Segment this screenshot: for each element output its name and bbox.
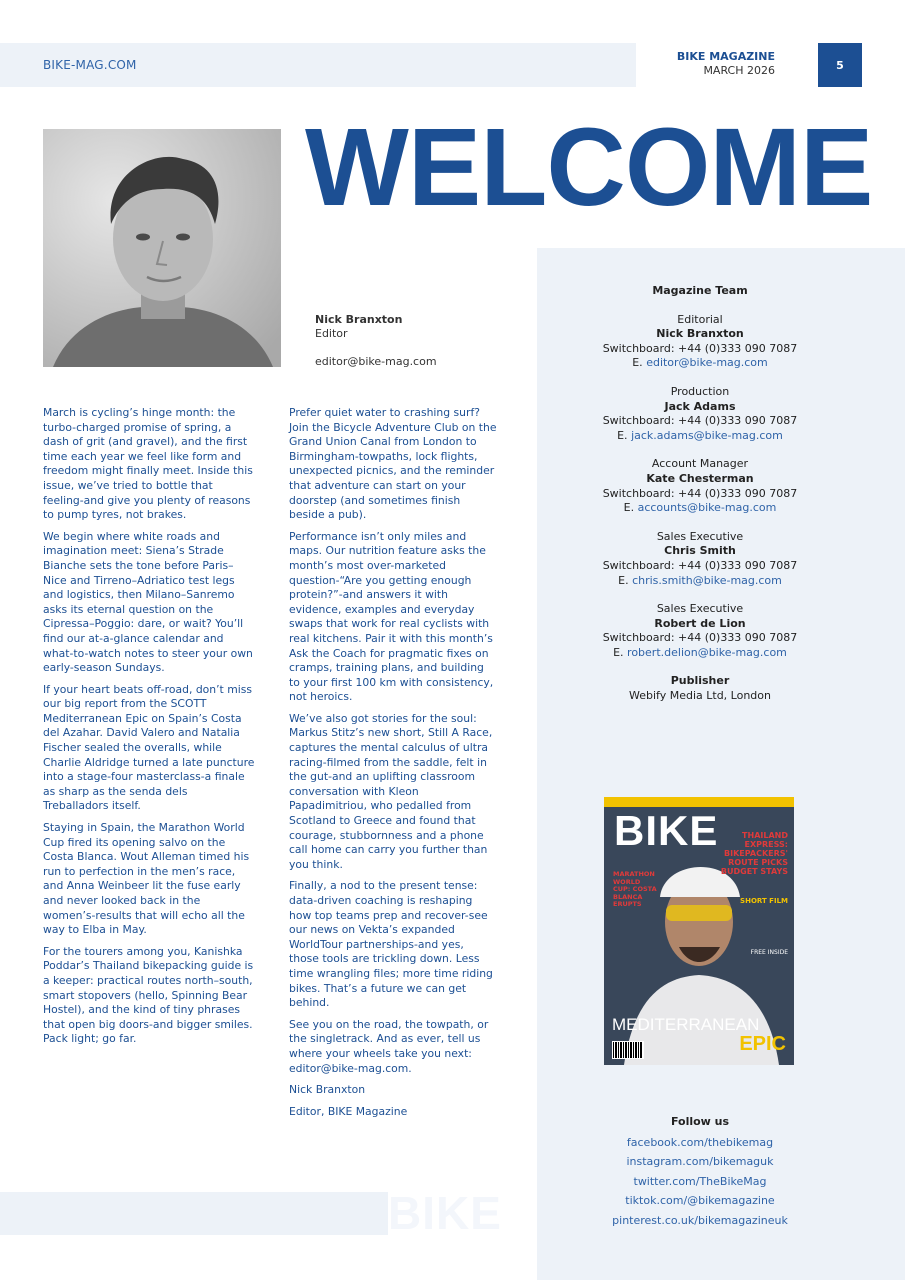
article-column-2 [289, 406, 497, 1126]
magazine-name: BIKE MAGAZINE [676, 50, 775, 63]
cover-headline-right: THAILAND EXPRESS: BIKEPACKERS' ROUTE PICKS BUDGET STAYS [720, 831, 788, 876]
paragraph: We’ve also got stories for the soul: Markus Stitz’s new short, Still A Race, captures the mental calculus of ultra racing-filmed from the saddle, felt in the gut-and an uplifting classroom conversation with Kleon Papadimitriou, who pedalled from Scotland to Greece and found that courage, stubbornness and a phone call home can carry you further than you think. [289, 711, 493, 871]
paragraph: Staying in Spain, the Marathon World Cup fired its opening salvo on the Costa Blanca. Wout Alleman timed his run to perfection in the men’s race, and Anna Weinbeer lit the fuse early and never looked back in the women’s-results that will echo all the way to Elba in May. [43, 821, 250, 937]
social-links [537, 1112, 863, 1230]
paragraph: We begin where white roads and imagination meet: Siena’s Strade Bianche sets the tone before Paris–Nice and Tirreno–Adriatico test legs and logistics, then Milano–Sanremo asks its eternal question on the Cipressa–Poggio: dare, or wait? You’ll find our at-a-glance calendar and what-to-watch notes to steer your own early-season Sundays. [43, 529, 253, 675]
paragraph: March is cycling’s hinge month: the turbo-charged promise of spring, a dash of grit (and gravel), and the first time each year we feel like form and freedom might finally meet. Inside this issue, we’ve tried to bottle that feeling-and give you plenty of reasons to pump tyres, not brakes. [43, 406, 253, 522]
footer-band [0, 1192, 388, 1235]
member-email[interactable]: robert.delion@bike-mag.com [627, 645, 787, 659]
member-phone: Switchboard: +44 (0)333 090 7087 [602, 486, 798, 500]
editor-role: Editor [315, 327, 348, 340]
magazine-cover[interactable] [604, 797, 794, 1065]
cover-epic: EPIC [739, 1033, 786, 1055]
publisher [537, 674, 863, 703]
member-name: Robert de Lion [654, 616, 746, 630]
paragraph: Prefer quiet water to crashing surf? Join the Bicycle Adventure Club on the Grand Union Canal from London to Birmingham-towpaths, lock flights, unexpected picnics, and the reminder that adventure can start on your doorstep (and sometimes finish beside a pub). [289, 406, 497, 522]
cover-free-inside: FREE INSIDE [750, 949, 788, 956]
member-name: Jack Adams [664, 399, 736, 413]
site-url[interactable]: BIKE-MAG.COM [43, 58, 137, 72]
team-member [537, 457, 863, 515]
cover-headline-left: MARATHON WORLD CUP: COSTA BLANCA ERUPTS [613, 870, 657, 908]
issue-date: MARCH 2026 [703, 64, 775, 77]
publisher-name: Webify Media Ltd, London [629, 689, 771, 703]
magazine-team [537, 284, 863, 704]
paragraph: Performance isn’t only miles and maps. Our nutrition feature asks the month’s most over-marketed question-“Are you getting enough protein?”-and answers it with evidence, examples and everyday swaps that work for real cyclists with real kitchens. Pair it with this month’s Ask the Coach for pragmatic fixes on cramps, training plans, and building to your first 100 km with consistency, not heroics. [289, 529, 494, 704]
page-number: 5 [818, 43, 862, 87]
team-member [537, 530, 863, 588]
publisher-label: Publisher [670, 674, 730, 688]
social-link-twitter[interactable]: twitter.com/TheBikeMag [633, 1174, 767, 1188]
page-title: WELCOME [305, 106, 873, 229]
paragraph: See you on the road, the towpath, or the singletrack. And as ever, tell us where your wheels take you next: editor@bike-mag.com. [289, 1017, 489, 1075]
masthead-info [677, 50, 775, 78]
email-prefix: E. [632, 356, 643, 370]
cover-bottom-line: MEDITERRANEAN [612, 1015, 760, 1034]
member-phone: Switchboard: +44 (0)333 090 7087 [602, 341, 798, 355]
editor-name: Nick Branxton [315, 313, 403, 326]
member-role: Production [670, 384, 730, 398]
editor-email[interactable]: editor@bike-mag.com [315, 355, 437, 368]
paragraph: Finally, a nod to the present tense: data-driven coaching is reshaping how top teams prep and recover-see our news on Vekta’s expanded WorldTour partnerships-and yes, those tools are trickling down. Less time wrangling files; more time riding bikes. That’s a future we can get behind. [289, 879, 493, 1010]
member-phone: Switchboard: +44 (0)333 090 7087 [602, 631, 798, 645]
social-link-facebook[interactable]: facebook.com/thebikemag [626, 1135, 774, 1149]
editor-photo [43, 129, 281, 367]
team-title: Magazine Team [652, 284, 748, 297]
signature-name: Nick Branxton [289, 1083, 366, 1097]
footer-logo: BIKE [388, 1187, 502, 1239]
member-role: Sales Executive [656, 602, 744, 616]
paragraph: For the tourers among you, Kanishka Poddar’s Thailand bikepacking guide is a keeper: practical routes north–south, smart stopovers (hello, Spinning Bear Hostel), and the kind of tiny phrases that open big doors-and bigger smiles. Pack light; go far. [43, 944, 254, 1046]
signature-title: Editor, BIKE Magazine [289, 1104, 408, 1118]
barcode-icon [612, 1041, 644, 1059]
member-phone: Switchboard: +44 (0)333 090 7087 [602, 414, 798, 428]
social-link-tiktok[interactable]: tiktok.com/@bikemagazine [625, 1194, 775, 1207]
member-email[interactable]: jack.adams@bike-mag.com [631, 428, 783, 442]
cover-short-film: SHORT FILM [740, 897, 788, 905]
social-link-instagram[interactable]: instagram.com/bikemaguk [626, 1155, 774, 1168]
email-prefix: E. [623, 501, 635, 515]
social-link-pinterest[interactable]: pinterest.co.uk/bikemagazineuk [612, 1213, 788, 1227]
team-member [537, 602, 863, 660]
member-role: Account Manager [651, 457, 749, 471]
member-email[interactable]: chris.smith@bike-mag.com [632, 573, 782, 587]
paragraph: If your heart beats off-road, don’t miss our big report from the SCOTT Mediterranean Epic on Spain’s Costa del Azahar. David Valero and Natalia Fischer sealed the overalls, while Charlie Aldridge turned a late puncture into a stage-four masterclass-a finale as sharp as the senda dels Treballadors itself. [43, 682, 255, 813]
email-prefix: E. [613, 645, 624, 659]
team-member [537, 313, 863, 371]
member-phone: Switchboard: +44 (0)333 090 7087 [602, 558, 798, 572]
editor-byline [315, 313, 437, 369]
member-email[interactable]: editor@bike-mag.com [646, 356, 768, 370]
team-member [537, 385, 863, 443]
member-email[interactable]: accounts@bike-mag.com [637, 501, 777, 515]
member-name: Kate Chesterman [646, 471, 754, 485]
follow-title: Follow us [670, 1115, 730, 1128]
article-column-1 [43, 406, 255, 1054]
member-role: Editorial [677, 312, 723, 326]
member-role: Sales Executive [656, 529, 744, 543]
cover-masthead: BIKE [614, 807, 719, 854]
member-name: Nick Branxton [656, 327, 744, 341]
email-prefix: E. [618, 573, 629, 587]
member-name: Chris Smith [664, 544, 736, 558]
email-prefix: E. [617, 428, 628, 442]
